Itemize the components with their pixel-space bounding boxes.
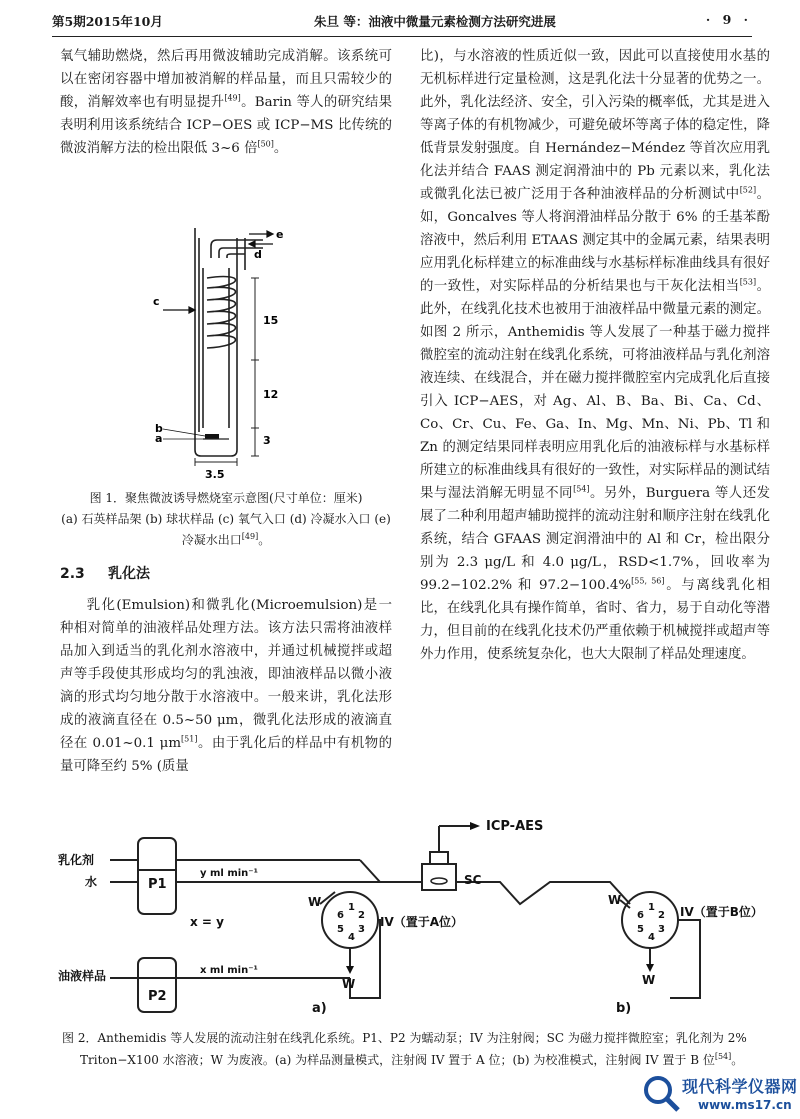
text: 乳化(Emulsion)和微乳化(Microemulsion)是一种相对简单的油液样品处理方法。该方法只需将油液样品加入到适当的乳化剂水溶液中，并通过机械搅拌或超声等手段使其形成均匀的乳浊液，即油液样品以微小液滴的形式均匀地分散于水溶液中。一般来讲，乳化法形成的液滴直径在 0.5~50 μm，微乳化法形成的液滴直径在 0.01~0.1 μm — [60, 598, 392, 751]
text: 。另外，Burguera 等人还发展了二种利用超声辅助搅拌的流动注射和顺序注射在线乳化系统，结合 GFAAS 测定润滑油中的 Al 和 Cr，检出限分别为 2.3 μg/L 和 4.0 μg/L，RSD<1.7%，回收率为 99.2−102.2% 和 97.2−100.4% — [420, 486, 770, 593]
header-rule — [52, 36, 752, 37]
watermark-title: 现代科学仪器网 — [682, 1077, 798, 1096]
port-5: 5 — [637, 924, 644, 935]
right-column — [420, 45, 770, 666]
p2-label: P2 — [148, 989, 167, 1004]
citation: [50] — [257, 139, 274, 149]
label-emulsifier: 乳化剂 — [58, 853, 95, 867]
x-equals-y: x = y — [190, 915, 224, 929]
citation: [53] — [739, 277, 757, 287]
sc-label: SC — [464, 873, 482, 887]
running-header — [52, 10, 752, 32]
text: 。 — [731, 1053, 744, 1067]
text: 。 — [258, 533, 271, 547]
port-3: 3 — [358, 924, 365, 935]
label-oil-sample: 油液样品 — [58, 969, 107, 983]
port-6: 6 — [337, 910, 344, 921]
label-water: 水 — [85, 875, 98, 889]
port-2: 2 — [358, 910, 365, 921]
pump-p1 — [138, 838, 176, 914]
dim-15: 15 — [263, 314, 279, 327]
condenser-coil — [207, 277, 236, 348]
label-b: b — [155, 422, 163, 435]
text: 比)，与水溶液的性质近似一致，因此可以直接使用水基的无机标样进行定量检测，这是乳化法十分显著的优势之一。此外，乳化法经济、安全，引入污染的概率低，尤其是进入等离子体的有机物减少，可避免破坏等离子体的稳定性，降低背景发射强度。自 Hernández−Méndez 等首次应用乳化法并结合 FAAS 测定润滑油中的 Pb 元素以来，乳化法或微乳化法已被广泛用于各种油液样品的分析测试中 — [420, 49, 770, 202]
text: 。 — [273, 141, 288, 156]
citation: [52] — [739, 185, 757, 195]
text: Triton−X100 水溶液；W 为废液。(a) 为样品测量模式，注射阀 IV 置于 A 位；(b) 为校准模式，注射阀 IV 置于 B 位 — [80, 1053, 715, 1067]
port-2: 2 — [658, 910, 665, 921]
panel-b-label: b) — [616, 1001, 632, 1016]
caption-line — [60, 530, 392, 551]
caption-line: 图 1．聚焦微波诱导燃烧室示意图(尺寸单位：厘米) — [89, 491, 363, 505]
p1-label: P1 — [148, 877, 167, 892]
port-4: 4 — [348, 932, 355, 943]
text: 。与离线乳化相比，在线乳化具有操作简单，省时、省力，易于自动化等潜力，但目前的在线乳化技术仍严重依赖于机械搅拌或超声等外力作用，使系统复杂化，也大大限制了样品处理速度。 — [420, 578, 771, 662]
text: 。由于乳化后的样品中有机物的量可降至约 5% (质量 — [60, 736, 392, 774]
citation: [54] — [714, 1052, 732, 1061]
dim-12: 12 — [263, 388, 279, 401]
valve-b-label: IV（置于B位） — [680, 905, 763, 919]
dim-3-5: 3.5 — [205, 468, 225, 481]
paragraph — [60, 594, 392, 778]
left-column-top — [60, 45, 392, 160]
waste-label: W — [308, 895, 322, 909]
waste-label: W — [342, 977, 356, 991]
text: 。此外，在线乳化技术也被用于油液样品中微量元素的测定。如图 2 所示，Anthemidis 等人发展了一种基于磁力搅拌微腔室的流动注射在线乳化系统，可将油液样品与乳化剂溶液连续、在线混合，并在磁力搅拌微腔室内完成乳化后直接引入 ICP−AES，对 Ag、Al、B、Ba、Bi、Ca、Cd、Co、Cr、Cu、Fe、Ga、In、Mg、Mn、Ni、Pb、Tl 和 Zn 的测定结果同样表明应用乳化后的油液标样与水基标样所建立的标准曲线具有很好的一致性，对实际样品的测试结果与湿法消解无明显不同 — [420, 279, 771, 501]
outer-tube — [195, 228, 237, 456]
article-title-header: 朱旦 等：油液中微量元素检测方法研究进展 — [314, 14, 556, 29]
figure2-caption — [62, 1027, 752, 1071]
section-number: 2.3 — [60, 566, 85, 582]
flow-y: y ml min⁻¹ — [200, 868, 258, 879]
label-a: a — [155, 432, 163, 445]
label-e: e — [276, 228, 284, 241]
icp-aes-label: ICP-AES — [486, 819, 544, 834]
issue-info: 第5期2015年10月 — [52, 14, 163, 29]
text: 氧气辅助燃烧，然后再用微波辅助完成消解。该系统可以在密闭容器中增加被消解的样品量，而且只需较少的酸，消解效率也有明显提升 — [60, 49, 392, 110]
citation: [54] — [573, 484, 590, 494]
label-c: c — [153, 295, 160, 308]
left-column-bottom — [60, 594, 392, 778]
citation: [49] — [241, 532, 259, 541]
figure1-caption — [60, 488, 392, 551]
panel-a-label: a) — [312, 1001, 327, 1016]
citation: [55, 56] — [631, 576, 665, 586]
section-heading — [60, 563, 150, 583]
page-number: · 9 · — [705, 12, 752, 27]
figure2-flow-system — [50, 808, 763, 1023]
site-watermark — [640, 1068, 800, 1119]
waste-label: W — [642, 973, 656, 987]
section-title: 乳化法 — [108, 566, 150, 582]
text: 。如，Goncalves 等人将润滑油样品分散于 6% 的壬基苯酚溶液中，然后利用 ETAAS 测定其中的金属元素，结果表明应用乳化标样建立的标准曲线与水基标样标准曲线具有很好的一致性，对实际样品的分析结果也与干灰化法相当 — [420, 187, 771, 294]
waste-label: W — [608, 893, 622, 907]
sc-chamber — [422, 864, 456, 890]
magnifier-logo-icon — [640, 1072, 682, 1114]
text: 冷凝水出口 — [181, 533, 242, 547]
figure1-combustion-chamber — [145, 198, 315, 480]
label-d: d — [254, 248, 262, 261]
port-6: 6 — [637, 910, 644, 921]
port-5: 5 — [337, 924, 344, 935]
port-4: 4 — [648, 932, 655, 943]
text: 。Barin 等人的研究结果表明利用该系统结合 ICP−OES 或 ICP−MS 比传统的微波消解方法的检出限低 3~6 倍 — [60, 95, 393, 156]
citation: [51] — [181, 734, 198, 744]
paragraph — [420, 45, 770, 666]
citation: [49] — [224, 93, 241, 103]
port-1: 1 — [648, 902, 655, 913]
dim-3: 3 — [263, 434, 271, 447]
valve-a-label: IV（置于A位） — [380, 915, 464, 929]
port-1: 1 — [348, 902, 355, 913]
caption-line: (a) 石英样品架 (b) 球状样品 (c) 氧气入口 (d) 冷凝水入口 (e) — [61, 512, 391, 526]
watermark-url: www.ms17.cn — [698, 1098, 792, 1112]
caption-line: 图 2．Anthemidis 等人发展的流动注射在线乳化系统。P1、P2 为蠕动泵；IV 为注射阀；SC 为磁力搅拌微腔室；乳化剂为 2% — [62, 1031, 747, 1045]
paragraph — [60, 45, 392, 160]
flow-x: x ml min⁻¹ — [200, 965, 258, 976]
port-3: 3 — [658, 924, 665, 935]
sample-holder — [205, 434, 219, 439]
